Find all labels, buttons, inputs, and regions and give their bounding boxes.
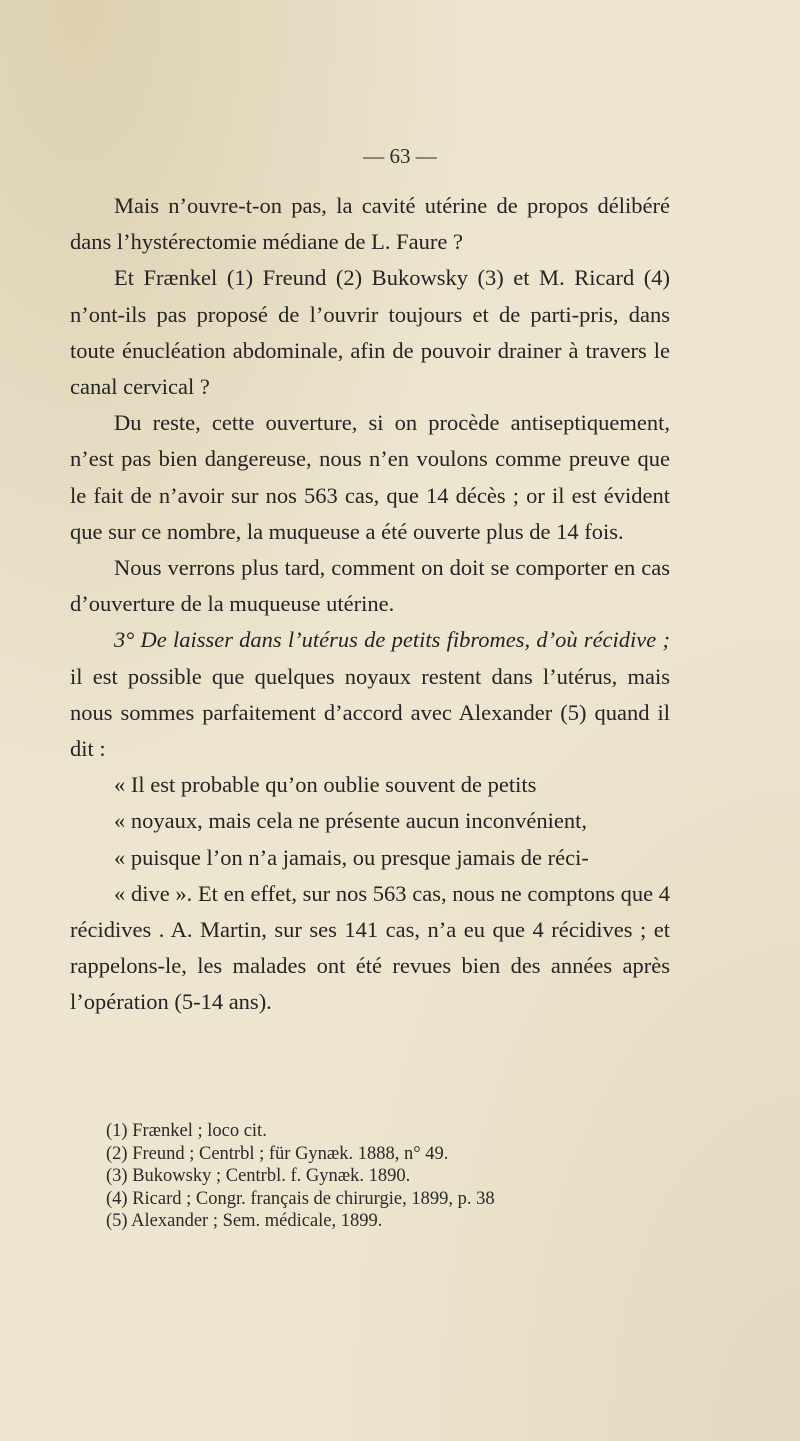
footnote-5: (5) Alexander ; Sem. médicale, 1899. — [106, 1211, 383, 1231]
quote-line-3: « puisque l’on n’a jamais, ou presque jamais de réci- — [114, 844, 589, 870]
paragraph-1: Mais n’ouvre-t-on pas, la cavité utérine de propos délibéré dans l’hystérectomie médiane de L. Faure ? — [70, 193, 670, 255]
paragraph-5-italic-heading: 3° De laisser dans l’utérus de petits fibromes, d’où récidive ; — [114, 627, 670, 653]
page-number-header: — 63 — — [363, 144, 437, 168]
paragraph-5-text: il est possible que quelques noyaux restent dans l’utérus, mais nous sommes parfaitement d’accord avec Alexander (5) quand il dit : — [70, 663, 670, 762]
paragraph-2: Et Frænkel (1) Freund (2) Bukowsky (3) et M. Ricard (4) n’ont-ils pas proposé de l’ouvrir toujours et de parti-pris, dans toute énucléation abdominale, afin de pouvoir drainer à travers le canal cervical ? — [70, 265, 670, 400]
footnote-4: (4) Ricard ; Congr. français de chirurgie, 1899, p. 38 — [106, 1188, 495, 1209]
footnote-2: (2) Freund ; Centrbl ; für Gynæk. 1888, n° 49. — [106, 1143, 449, 1164]
paragraph-6-text: Et en effet, sur nos 563 cas, nous ne comptons que 4 récidives . A. Martin, sur ses 141 cas, n’a eu que 4 récidives ; et rappelons-le, les malades ont été revues bien des années après l’opération (5-14 ans). — [70, 880, 670, 1015]
alexander-quote — [70, 767, 670, 1020]
footnote-3: (3) Bukowsky ; Centrbl. f. Gynæk. 1890. — [106, 1166, 411, 1186]
paragraph-3: Du reste, cette ouverture, si on procède antiseptiquement, n’est pas bien dangereuse, nous n’en voulons comme preuve que le fait de n’avoir sur nos 563 cas, que 14 décès ; or il est évident que sur ce nombre, la muqueuse a été ouverte plus de 14 fois. — [70, 410, 670, 544]
body-text — [70, 188, 670, 1021]
footnote-1: (1) Frænkel ; loco cit. — [106, 1121, 267, 1141]
quote-line-1: « Il est probable qu’on oublie souvent de petits — [114, 772, 537, 798]
quote-end: « dive ». — [114, 880, 193, 906]
quote-line-2: « noyaux, mais cela ne présente aucun inconvénient, — [114, 808, 587, 834]
paragraph-4: Nous verrons plus tard, comment on doit se comporter en cas d’ouverture de la muqueuse utérine. — [70, 555, 670, 617]
footnotes — [106, 1120, 666, 1233]
paragraph-5 — [70, 622, 670, 767]
quote-line-4 — [70, 876, 670, 1021]
